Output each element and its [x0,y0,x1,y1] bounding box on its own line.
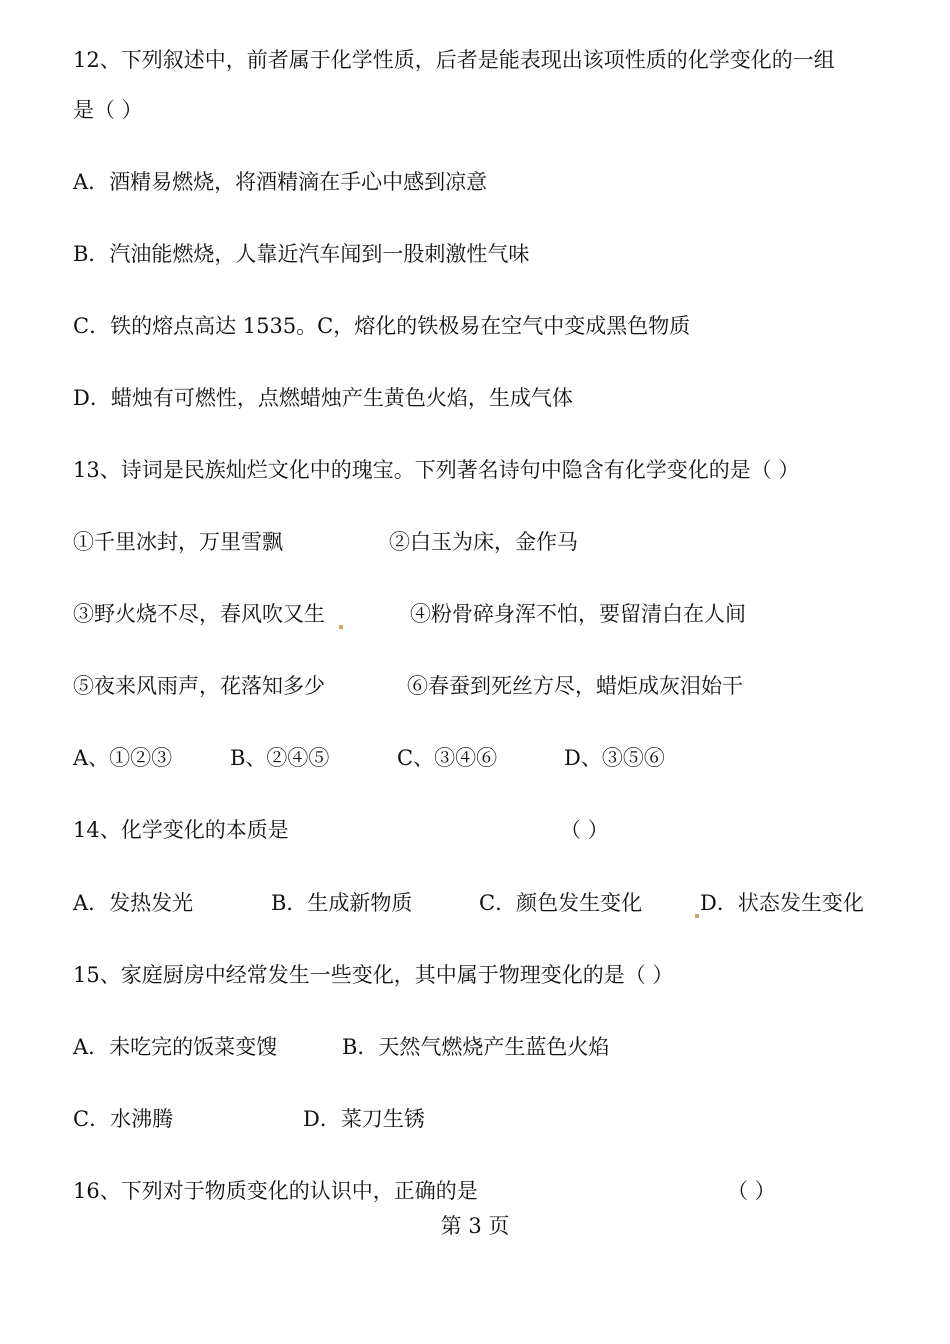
q13-stem: 13、诗词是民族灿烂文化中的瑰宝。下列著名诗句中隐含有化学变化的是（ ） [73,458,800,482]
q13-poem-4: ④粉骨碎身浑不怕，要留清白在人间 [410,602,746,626]
q16-stem: 16、下列对于物质变化的认识中，正确的是 [73,1179,478,1203]
q12-option-a: A．酒精易燃烧，将酒精滴在手心中感到凉意 [73,170,488,194]
q13-poem-5: ⑤夜来风雨声，花落知多少 [73,674,325,698]
q15-option-c: C．水沸腾 [73,1107,174,1131]
q13-option-a: A、①②③ [73,746,173,770]
q14-option-c: C．颜色发生变化 [479,891,643,915]
q13-option-b: B、②④⑤ [230,746,330,770]
q12-stem-line1: 12、下列叙述中，前者属于化学性质，后者是能表现出该项性质的化学变化的一组 [73,48,835,72]
q13-poem-3: ③野火烧不尽，春风吹又生 [73,602,325,626]
q13-option-d: D、③⑤⑥ [564,746,665,770]
q14-option-b: B．生成新物质 [271,891,413,915]
q15-option-b: B．天然气燃烧产生蓝色火焰 [342,1035,610,1059]
q15-stem: 15、家庭厨房中经常发生一些变化，其中属于物理变化的是（ ） [73,963,674,987]
q14-option-d: D．状态发生变化 [700,891,864,915]
q16-answer-blank: （ ） [727,1179,776,1203]
q12-option-c: C．铁的熔点高达 1535。C，熔化的铁极易在空气中变成黑色物质 [73,314,691,338]
scan-mark [339,625,343,629]
q12-option-d: D．蜡烛有可燃性，点燃蜡烛产生黄色火焰，生成气体 [73,386,573,410]
q15-option-d: D．菜刀生锈 [303,1107,425,1131]
q14-option-a: A．发热发光 [73,891,194,915]
scan-mark [695,914,699,918]
q12-stem-line2: 是（ ） [73,98,143,122]
q15-option-a: A．未吃完的饭菜变馊 [73,1035,278,1059]
page-number: 第 3 页 [440,1214,510,1238]
q14-answer-blank: （ ） [560,818,609,842]
q13-option-c: C、③④⑥ [397,746,498,770]
q13-poem-6: ⑥春蚕到死丝方尽，蜡炬成灰泪始干 [407,674,743,698]
q13-poem-1: ①千里冰封，万里雪飘 [73,530,283,554]
q12-option-b: B．汽油能燃烧，人靠近汽车闻到一股刺激性气味 [73,242,530,266]
q13-poem-2: ②白玉为床，金作马 [389,530,578,554]
q14-stem: 14、化学变化的本质是 [73,818,289,842]
